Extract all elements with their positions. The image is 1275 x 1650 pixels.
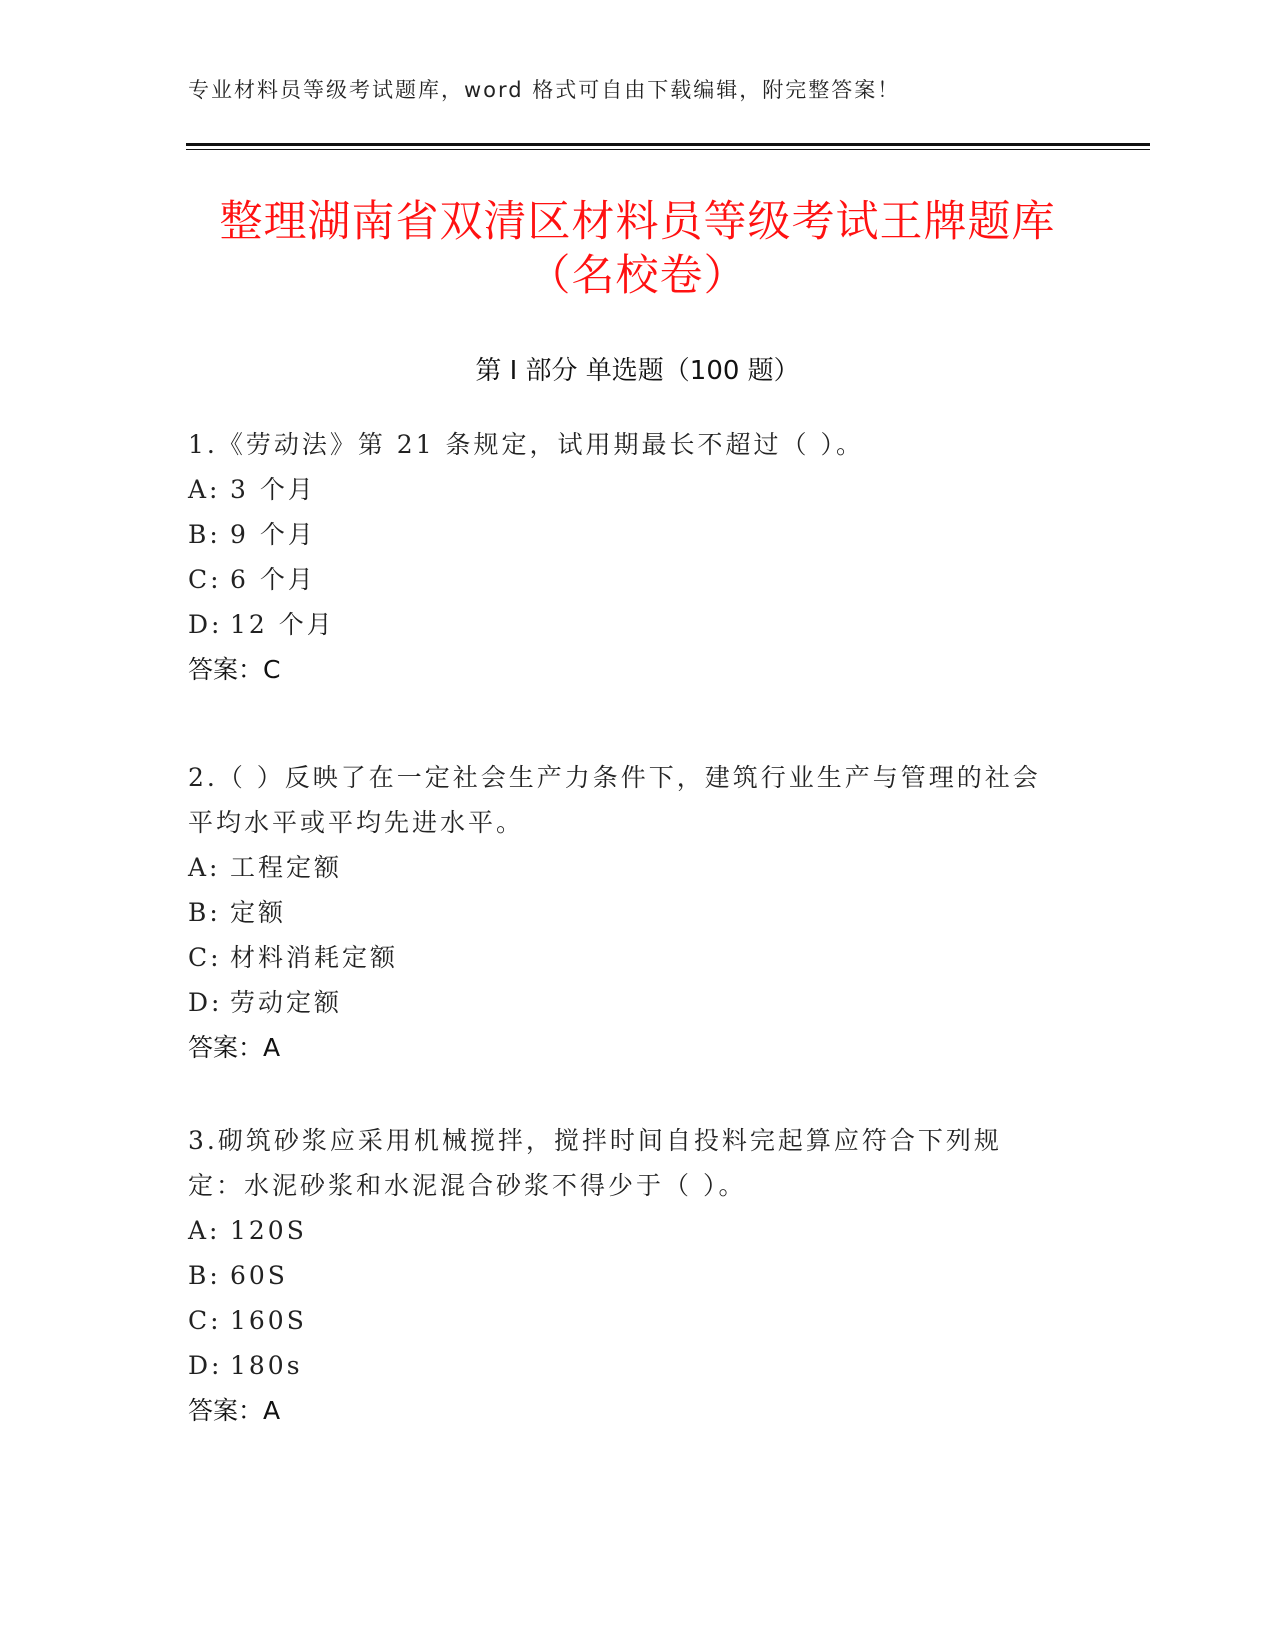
header-rule: [186, 143, 1150, 146]
document-title: [150, 195, 1125, 303]
option-key: D:: [188, 988, 223, 1017]
option-b: [188, 1253, 1053, 1298]
option-a: [188, 467, 1088, 512]
option-key: A:: [188, 475, 221, 504]
option-a: [188, 1208, 1053, 1253]
option-key: A:: [188, 853, 221, 882]
option-key: D:: [188, 1351, 223, 1380]
question-stem: 1.《劳动法》第 21 条规定，试用期最长不超过（ ）。: [188, 430, 865, 459]
question-1: [188, 422, 1088, 692]
option-text: 劳动定额: [230, 988, 343, 1017]
document-title-line2: （名校卷）: [527, 251, 748, 301]
header-rule-thin: [186, 149, 1150, 150]
option-key: C:: [188, 565, 222, 594]
answer: 答案：C: [188, 655, 281, 684]
option-text: 12 个月: [230, 610, 335, 639]
option-c: [188, 557, 1088, 602]
option-text: 工程定额: [230, 853, 343, 882]
document-title-line1: 整理湖南省双清区材料员等级考试王牌题库: [219, 197, 1056, 247]
answer: 答案：A: [188, 1396, 281, 1425]
question-stem: 3.砌筑砂浆应采用机械搅拌，搅拌时间自投料完起算应符合下列规定：水泥砂浆和水泥混合砂浆不得少于（ ）。: [188, 1126, 1002, 1200]
option-key: B:: [188, 1261, 221, 1290]
option-text: 6 个月: [230, 565, 316, 594]
option-a: [188, 845, 1063, 890]
section-title: 第 I 部分 单选题（100 题）: [475, 356, 800, 386]
option-text: 60S: [230, 1261, 288, 1290]
option-text: 9 个月: [230, 520, 316, 549]
option-key: B:: [188, 898, 221, 927]
option-d: [188, 1343, 1053, 1388]
option-key: A:: [188, 1216, 221, 1245]
option-key: B:: [188, 520, 221, 549]
option-text: 材料消耗定额: [230, 943, 399, 972]
option-text: 3 个月: [230, 475, 316, 504]
option-b: [188, 890, 1063, 935]
question-3: [188, 1118, 1053, 1433]
option-text: 180s: [230, 1351, 303, 1380]
option-b: [188, 512, 1088, 557]
question-2: [188, 755, 1063, 1070]
answer: 答案：A: [188, 1033, 281, 1062]
option-key: C:: [188, 1306, 222, 1335]
question-stem: 2.（ ）反映了在一定社会生产力条件下，建筑行业生产与管理的社会平均水平或平均先进水平。: [188, 763, 1041, 837]
option-key: D:: [188, 610, 223, 639]
option-key: C:: [188, 943, 222, 972]
option-text: 120S: [230, 1216, 307, 1245]
option-d: [188, 980, 1063, 1025]
option-text: 定额: [230, 898, 287, 927]
option-c: [188, 935, 1063, 980]
header-note: 专业材料员等级考试题库，word 格式可自由下载编辑，附完整答案！: [188, 78, 901, 102]
option-d: [188, 602, 1088, 647]
option-text: 160S: [230, 1306, 307, 1335]
option-c: [188, 1298, 1053, 1343]
